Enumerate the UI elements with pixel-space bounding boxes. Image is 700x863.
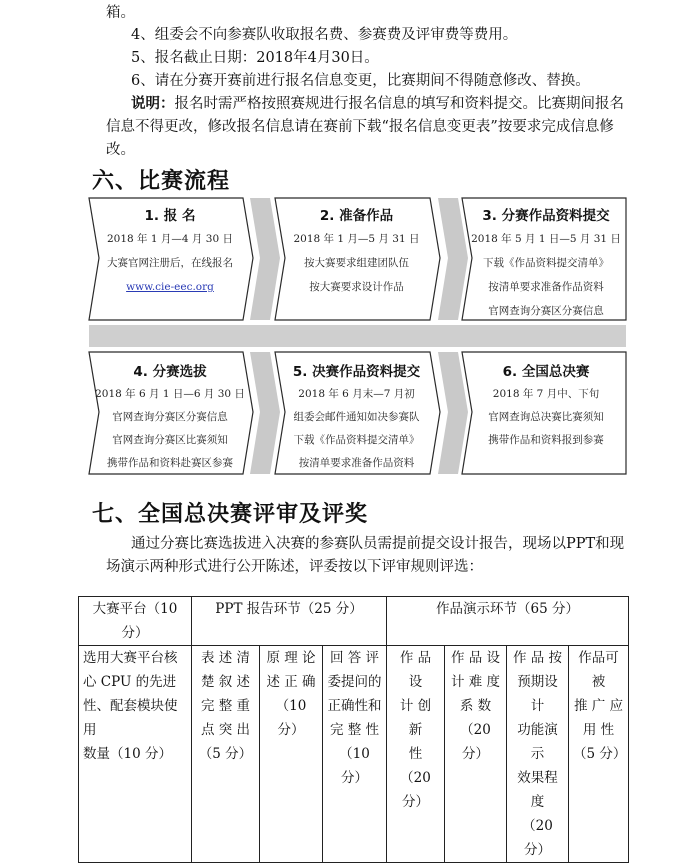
chevron-arrow-4 [438,352,468,474]
header-platform: 大赛平台（10 分） [79,597,192,646]
cell-line: 作品可被 [578,650,619,690]
flow-step-6-line-1: 2018 年 7 月中、下旬 [492,388,600,400]
chevron-arrow-3 [250,352,280,474]
cell-line: 推 广 应 [573,698,624,714]
official-site-link[interactable]: www.cie-eec.org [126,281,214,293]
cell-line: 述 正 确 [266,674,316,690]
cell-line: 原 理 论 [266,650,316,666]
cell-line: 预期设计 [517,674,558,714]
section-7-heading: 七、全国总决赛评审及评奖 [92,502,369,527]
cell-line: 性、配套模块使用 [83,698,178,738]
cell-platform [79,646,192,863]
flow-step-5-line-1: 2018 年 6 月末—7 月初 [298,388,415,400]
cell-line: 计 难 度 [450,674,501,690]
flow-step-6-title: 6. 全国总决赛 [502,364,590,380]
note-text-1: 报名时需严格按照赛规进行报名信息的填写和资料提交。比赛期间报名 [174,96,624,112]
cell-line: 表 述 清 [200,650,251,666]
cell-line: 数量（10 分） [83,746,172,762]
item-6: 6、请在分赛开赛前进行报名信息变更，比赛期间不得随意修改、替换。 [131,73,590,89]
flow-step-4 [92,360,248,472]
flow-step-3 [466,204,626,316]
section-7-para-line-2: 场演示两种形式进行公开陈述，评委按以下评审规则评选： [106,559,483,575]
chevron-arrow-1 [250,198,280,320]
flow-step-6 [466,360,626,472]
cell-line: 作 品 设 [450,650,501,666]
flow-step-2-line-2: 按大赛要求组建团队伍 [304,257,409,269]
flow-step-4-line-3: 官网查询分赛区比赛须知 [112,434,228,446]
flow-step-4-title: 4. 分赛选拔 [133,364,207,380]
cell-line: （20 分） [522,818,553,858]
cell-line: 系 数 [459,698,492,714]
flow-step-5-line-4: 按清单要求准备作品资料 [298,457,415,469]
cell-line: （5 分） [573,746,627,762]
flow-step-1-line-1: 2018 年 1 月—4 月 30 日 [107,233,233,245]
cell-line: （5 分） [198,746,253,762]
cell-line: 作 品 设 [399,650,432,690]
flow-step-2 [278,204,435,316]
flow-divider-band [89,325,626,347]
cell-demo-effect [507,646,569,863]
table-row [79,646,629,863]
flow-step-1-title: 1. 报 名 [144,208,196,224]
note-line-3: 改。 [106,142,135,158]
flow-step-3-line-1: 2018 年 5 月 1 日—5 月 31 日 [471,233,621,245]
flow-step-2-line-1: 2018 年 1 月—5 月 31 日 [293,233,420,245]
flow-step-5-line-3: 下载《作品资料提交清单》 [293,434,420,446]
cell-line: 正确性和 [327,698,382,714]
cell-line: 委提问的 [327,674,382,690]
cell-line: （10 分） [339,746,370,786]
note-line-2: 信息不得更改，修改报名信息请在赛前下载“报名信息变更表”按要求完成信息修 [106,119,614,135]
flow-step-5-line-2: 组委会邮件通知如决参赛队 [293,411,420,423]
flow-step-2-line-3: 按大赛要求设计作品 [309,281,404,293]
cell-line: （20 分） [460,722,491,762]
cell-line: 效果程度 [517,770,558,810]
flow-step-2-title: 2. 准备作品 [319,208,394,224]
flow-step-6-line-2: 官网查询总决赛比赛须知 [488,411,604,423]
cell-line: 性 [408,746,423,762]
chevron-arrow-2 [438,198,468,320]
flow-step-3-title: 3. 分赛作品资料提交 [482,208,610,224]
scoring-table [78,596,629,863]
item-5: 5、报名截止日期：2018年4月30日。 [131,50,379,66]
flow-step-4-line-2: 官网查询分赛区分赛信息 [112,411,228,423]
flow-step-1 [92,204,248,316]
cell-line: 心 CPU 的先进 [83,674,177,690]
flow-step-4-line-4: 携带作品和资料赴赛区参赛 [107,457,233,469]
cell-expression [192,646,260,863]
flow-step-6-line-3: 携带作品和资料报到参赛 [488,434,604,446]
flow-step-5-title: 5. 决赛作品资料提交 [292,364,421,380]
cell-line: 完 整 性 [329,722,380,738]
cell-difficulty [445,646,507,863]
cell-line: 选用大赛平台核 [83,650,178,666]
note-label: 说明： [131,95,175,112]
flow-step-5 [278,360,435,472]
flow-step-1-line-2: 大赛官网注册后，在线报名 [107,257,233,269]
flow-step-3-line-4: 官网查询分赛区分赛信息 [488,305,604,317]
item-4: 4、组委会不向参赛队收取报名费、参赛费及评审费等费用。 [131,27,518,43]
cell-line: 回 答 评 [329,650,380,666]
cell-answer [323,646,387,863]
cell-line: 楚 叙 述 [200,674,251,690]
section-7-para-line-1: 通过分赛比赛选拔进入决赛的参赛队员需提前提交设计报告，现场以PPT和现 [131,536,625,552]
header-demo: 作品演示环节（65 分） [387,597,629,646]
cell-line: 作 品 按 [512,650,563,666]
cell-principle [260,646,323,863]
flow-step-4-line-1: 2018 年 6 月 1 日—6 月 30 日 [95,388,245,400]
cell-innovation [387,646,445,863]
cell-line: 功能演示 [517,722,558,762]
cell-line: （20 分） [400,770,431,810]
table-header-row [79,597,629,646]
flow-step-3-line-2: 下载《作品资料提交清单》 [483,257,609,269]
flow-step-3-line-3: 按清单要求准备作品资料 [488,281,604,293]
cell-line: （10 分） [275,698,307,738]
intro-line-0: 箱。 [106,5,135,21]
cell-line: 完 整 重 [200,698,251,714]
header-ppt: PPT 报告环节（25 分） [192,597,387,646]
cell-line: 用 性 [582,722,615,738]
cell-line: 点 突 出 [200,722,251,738]
cell-line: 计 创 新 [399,698,432,738]
section-6-heading: 六、比赛流程 [92,169,231,194]
cell-promotion [569,646,629,863]
